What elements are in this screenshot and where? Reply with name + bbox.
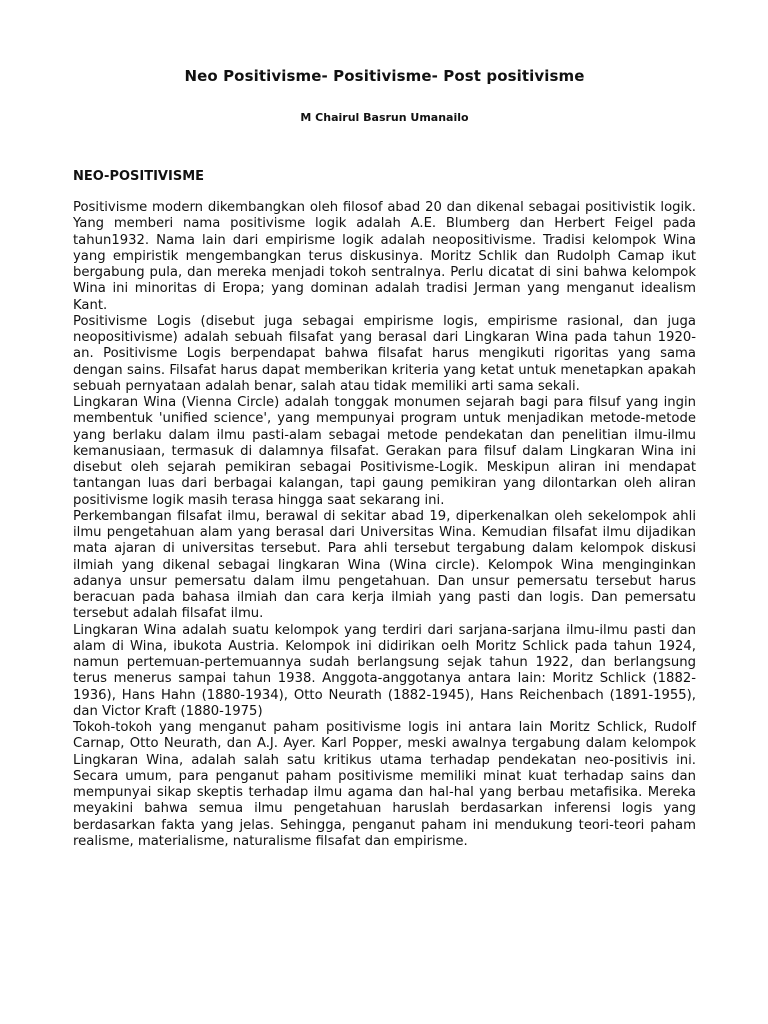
body-text: [73, 200, 696, 850]
paragraph-4: Perkembangan filsafat ilmu, berawal di sekitar abad 19, diperkenalkan oleh sekelompok ahli ilmu pengetahuan alam yang berasal dari Universitas Wina. Kemudian filsafat ilmu dijadikan mata ajaran di universitas tersebut. Para ahli tersebut tergabung dalam kelompok diskusi ilmiah yang dikenal sebagai lingkaran Wina (Wina circle). Kelompok Wina menginginkan adanya unsur pemersatu dalam ilmu pengetahuan. Dan unsur pemersatu tersebut harus beracuan pada bahasa ilmiah dan cara kerja ilmiah yang pasti dan logis. Dan pemersatu tersebut adalah filsafat ilmu.: [73, 508, 696, 622]
paragraph-6: Tokoh-tokoh yang menganut paham positivisme logis ini antara lain Moritz Schlick, Rudolf Carnap, Otto Neurath, dan A.J. Ayer. Karl Popper, meski awalnya tergabung dalam kelompok Lingkaran Wina, adalah salah satu kritikus utama terhadap pendekatan neo-positivis ini. Secara umum, para penganut paham positivisme memiliki minat kuat terhadap sains dan mempunyai sikap skeptis terhadap ilmu agama dan hal-hal yang berbau metafisika. Mereka meyakini bahwa semua ilmu pengetahuan haruslah berdasarkan inferensi logis yang berdasarkan fakta yang jelas. Sehingga, penganut paham ini mendukung teori-teori paham realisme, materialisme, naturalisme filsafat dan empirisme.: [73, 720, 696, 849]
paragraph-5: Lingkaran Wina adalah suatu kelompok yang terdiri dari sarjana-sarjana ilmu-ilmu pasti dan alam di Wina, ibukota Austria. Kelompok ini didirikan oelh Moritz Schlick pada tahun 1924, namun pertemuan-pertemuannya sudah berlangsung sejak tahun 1922, dan berlangsung terus menerus sampai tahun 1938. Anggota-anggotanya antara lain: Moritz Schlick (1882-1936), Hans Hahn (1880-1934), Otto Neurath (1882-1945), Hans Reichenbach (1891-1955), dan Victor Kraft (1880-1975): [73, 622, 696, 719]
paragraph-2: Positivisme Logis (disebut juga sebagai empirisme logis, empirisme rasional, dan juga neopositivisme) adalah sebuah filsafat yang berasal dari Lingkaran Wina pada tahun 1920-an. Positivisme Logis berpendapat bahwa filsafat harus mengikuti rigoritas yang sama dengan sains. Filsafat harus dapat memberikan kriteria yang ketat untuk menetapkan apakah sebuah pernyataan adalah benar, salah atau tidak memiliki arti sama sekali.: [73, 313, 696, 394]
paragraph-3: Lingkaran Wina (Vienna Circle) adalah tonggak monumen sejarah bagi para filsuf yang ingin membentuk 'unified science', yang mempunyai program untuk menjadikan metode-metode yang berlaku dalam ilmu pasti-alam sebagai metode pendekatan dan penelitian ilmu-ilmu kemanusiaan, termasuk di dalamnya filsafat. Gerakan para filsuf dalam Lingkaran Wina ini disebut oleh sejarah pemikiran sebagai Positivisme-Logik. Meskipun aliran ini mendapat tantangan luas dari berbagai kalangan, tapi gaung pemikiran yang dilontarkan oleh aliran positivisme logik masih terasa hingga saat sekarang ini.: [73, 395, 696, 508]
section-heading: NEO-POSITIVISME: [73, 169, 205, 184]
document-author: M Chairul Basrun Umanailo: [300, 111, 469, 124]
document-title: Neo Positivisme- Positivisme- Post positivisme: [184, 67, 585, 85]
paragraph-1: Positivisme modern dikembangkan oleh filosof abad 20 dan dikenal sebagai positivistik logik. Yang memberi nama positivisme logik adalah A.E. Blumberg dan Herbert Feigel pada tahun1932. Nama lain dari empirisme logik adalah neopositivisme. Tradisi kelompok Wina yang empiristik mengembangkan terus diskusinya. Moritz Schlik dan Rudolph Camap ikut bergabung pula, dan mereka menjadi tokoh sentralnya. Perlu dicatat di sini bahwa kelompok Wina ini minoritas di Eropa; yang dominan adalah tradisi Jerman yang menganut idealism Kant.: [73, 200, 696, 313]
